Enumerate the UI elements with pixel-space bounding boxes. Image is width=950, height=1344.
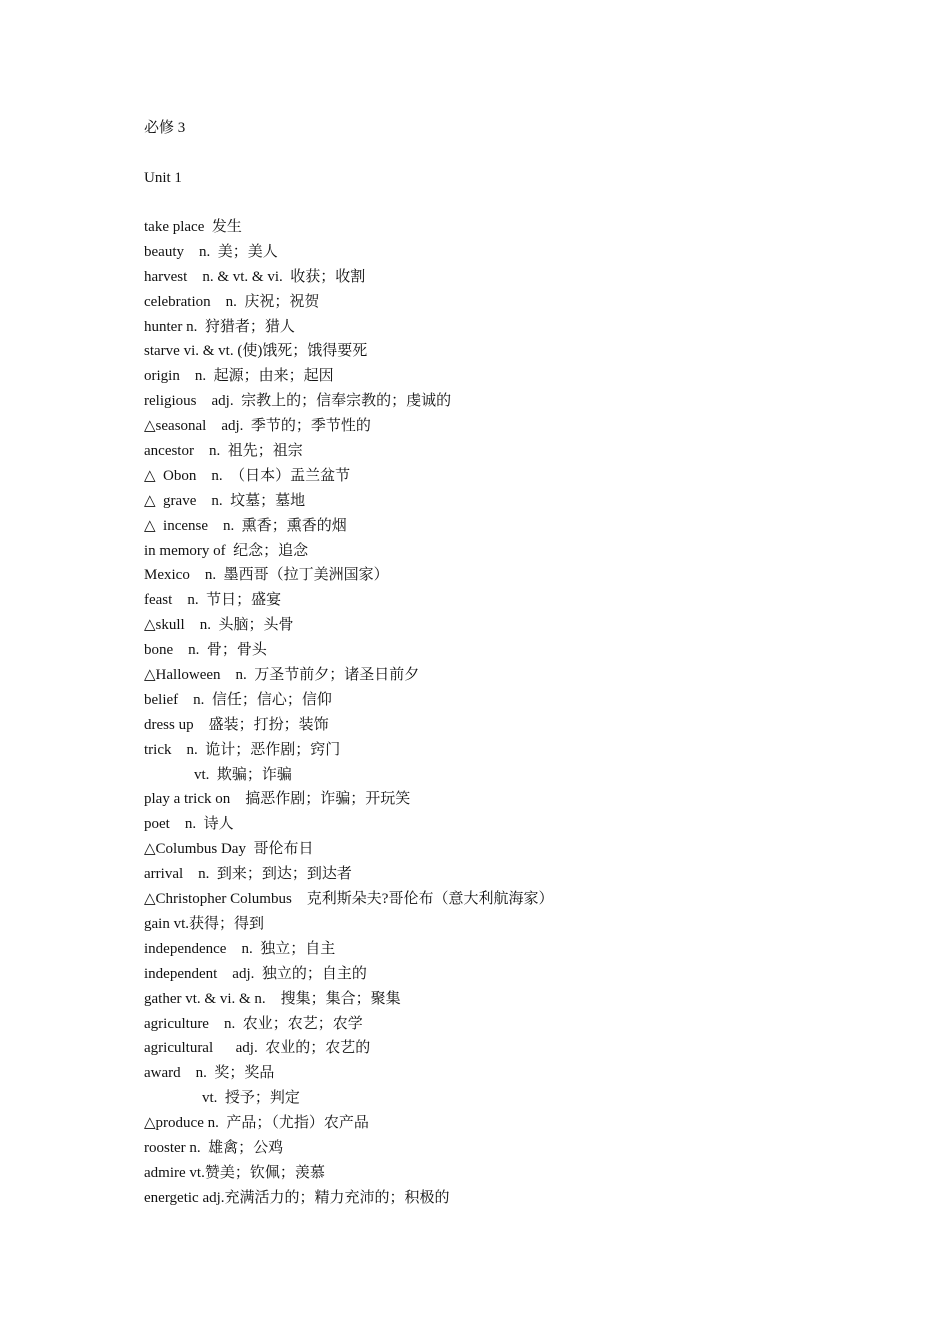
vocab-entry: starve vi. & vt. (使)饿死；饿得要死 xyxy=(144,343,368,360)
vocab-entry: arrival n. 到来；到达；到达者 xyxy=(144,866,352,883)
vocab-entry: △ grave n. 坟墓；墓地 xyxy=(144,492,306,509)
vocab-entry: rooster n. 雄禽；公鸡 xyxy=(144,1139,284,1156)
vocab-entry-continuation: vt. 授予；判定 xyxy=(202,1090,300,1107)
vocab-entry: play a trick on 搞恶作剧；诈骗；开玩笑 xyxy=(144,791,411,808)
vocab-entry: agricultural adj. 农业的；农艺的 xyxy=(144,1040,371,1057)
vocab-entry: △ Obon n. （日本）盂兰盆节 xyxy=(144,467,351,484)
unit-title: Unit 1 xyxy=(144,170,182,186)
vocab-entry: belief n. 信任；信心；信仰 xyxy=(144,691,332,708)
vocab-entry: admire vt.赞美；钦佩；羡慕 xyxy=(144,1164,325,1181)
vocab-entry: energetic adj.充满活力的；精力充沛的；积极的 xyxy=(144,1189,450,1206)
vocab-entry: beauty n. 美；美人 xyxy=(144,243,278,260)
vocab-entry: △seasonal adj. 季节的；季节性的 xyxy=(144,418,371,435)
vocab-entry: △Christopher Columbus 克利斯朵夫?哥伦布（意大利航海家） xyxy=(144,891,554,908)
vocab-entry: △Columbus Day 哥伦布日 xyxy=(144,841,314,858)
document-page xyxy=(144,116,924,1211)
vocab-entry: gather vt. & vi. & n. 搜集；集合；聚集 xyxy=(144,990,401,1007)
vocab-entry: harvest n. & vt. & vi. 收获；收割 xyxy=(144,268,366,285)
vocab-entry: feast n. 节日；盛宴 xyxy=(144,592,282,609)
vocab-entry: independence n. 独立；自主 xyxy=(144,940,336,957)
vocab-entry: award n. 奖；奖品 xyxy=(144,1065,275,1082)
vocab-entry: celebration n. 庆祝；祝贺 xyxy=(144,293,320,310)
vocab-entry: △ incense n. 熏香；熏香的烟 xyxy=(144,517,347,534)
vocab-entry: △produce n. 产品；（尤指）农产品 xyxy=(144,1115,369,1132)
vocab-entry: independent adj. 独立的；自主的 xyxy=(144,965,367,982)
vocab-entry: hunter n. 狩猎者；猎人 xyxy=(144,318,295,335)
vocab-entry: △Halloween n. 万圣节前夕；诸圣日前夕 xyxy=(144,667,420,684)
vocab-entry: △skull n. 头脑；头骨 xyxy=(144,617,294,634)
vocab-entry: trick n. 诡计；恶作剧；窍门 xyxy=(144,741,341,758)
vocab-entry: ancestor n. 祖先；祖宗 xyxy=(144,443,303,460)
vocab-entry: in memory of 纪念；追念 xyxy=(144,542,309,559)
vocab-entry: bone n. 骨；骨头 xyxy=(144,642,267,659)
vocabulary-list xyxy=(144,215,924,1211)
vocab-entry: poet n. 诗人 xyxy=(144,816,234,833)
vocab-entry: gain vt.获得；得到 xyxy=(144,915,264,932)
vocab-entry: Mexico n. 墨西哥（拉丁美洲国家） xyxy=(144,567,389,584)
vocab-entry-continuation: vt. 欺骗；诈骗 xyxy=(194,766,292,783)
vocab-entry: agriculture n. 农业；农艺；农学 xyxy=(144,1015,363,1032)
vocab-entry: origin n. 起源；由来；起因 xyxy=(144,368,334,385)
vocab-entry: dress up 盛装；打扮；装饰 xyxy=(144,716,329,733)
vocab-entry: religious adj. 宗教上的；信奉宗教的；虔诚的 xyxy=(144,393,452,410)
book-title: 必修 3 xyxy=(144,120,186,136)
vocab-entry: take place 发生 xyxy=(144,219,242,235)
